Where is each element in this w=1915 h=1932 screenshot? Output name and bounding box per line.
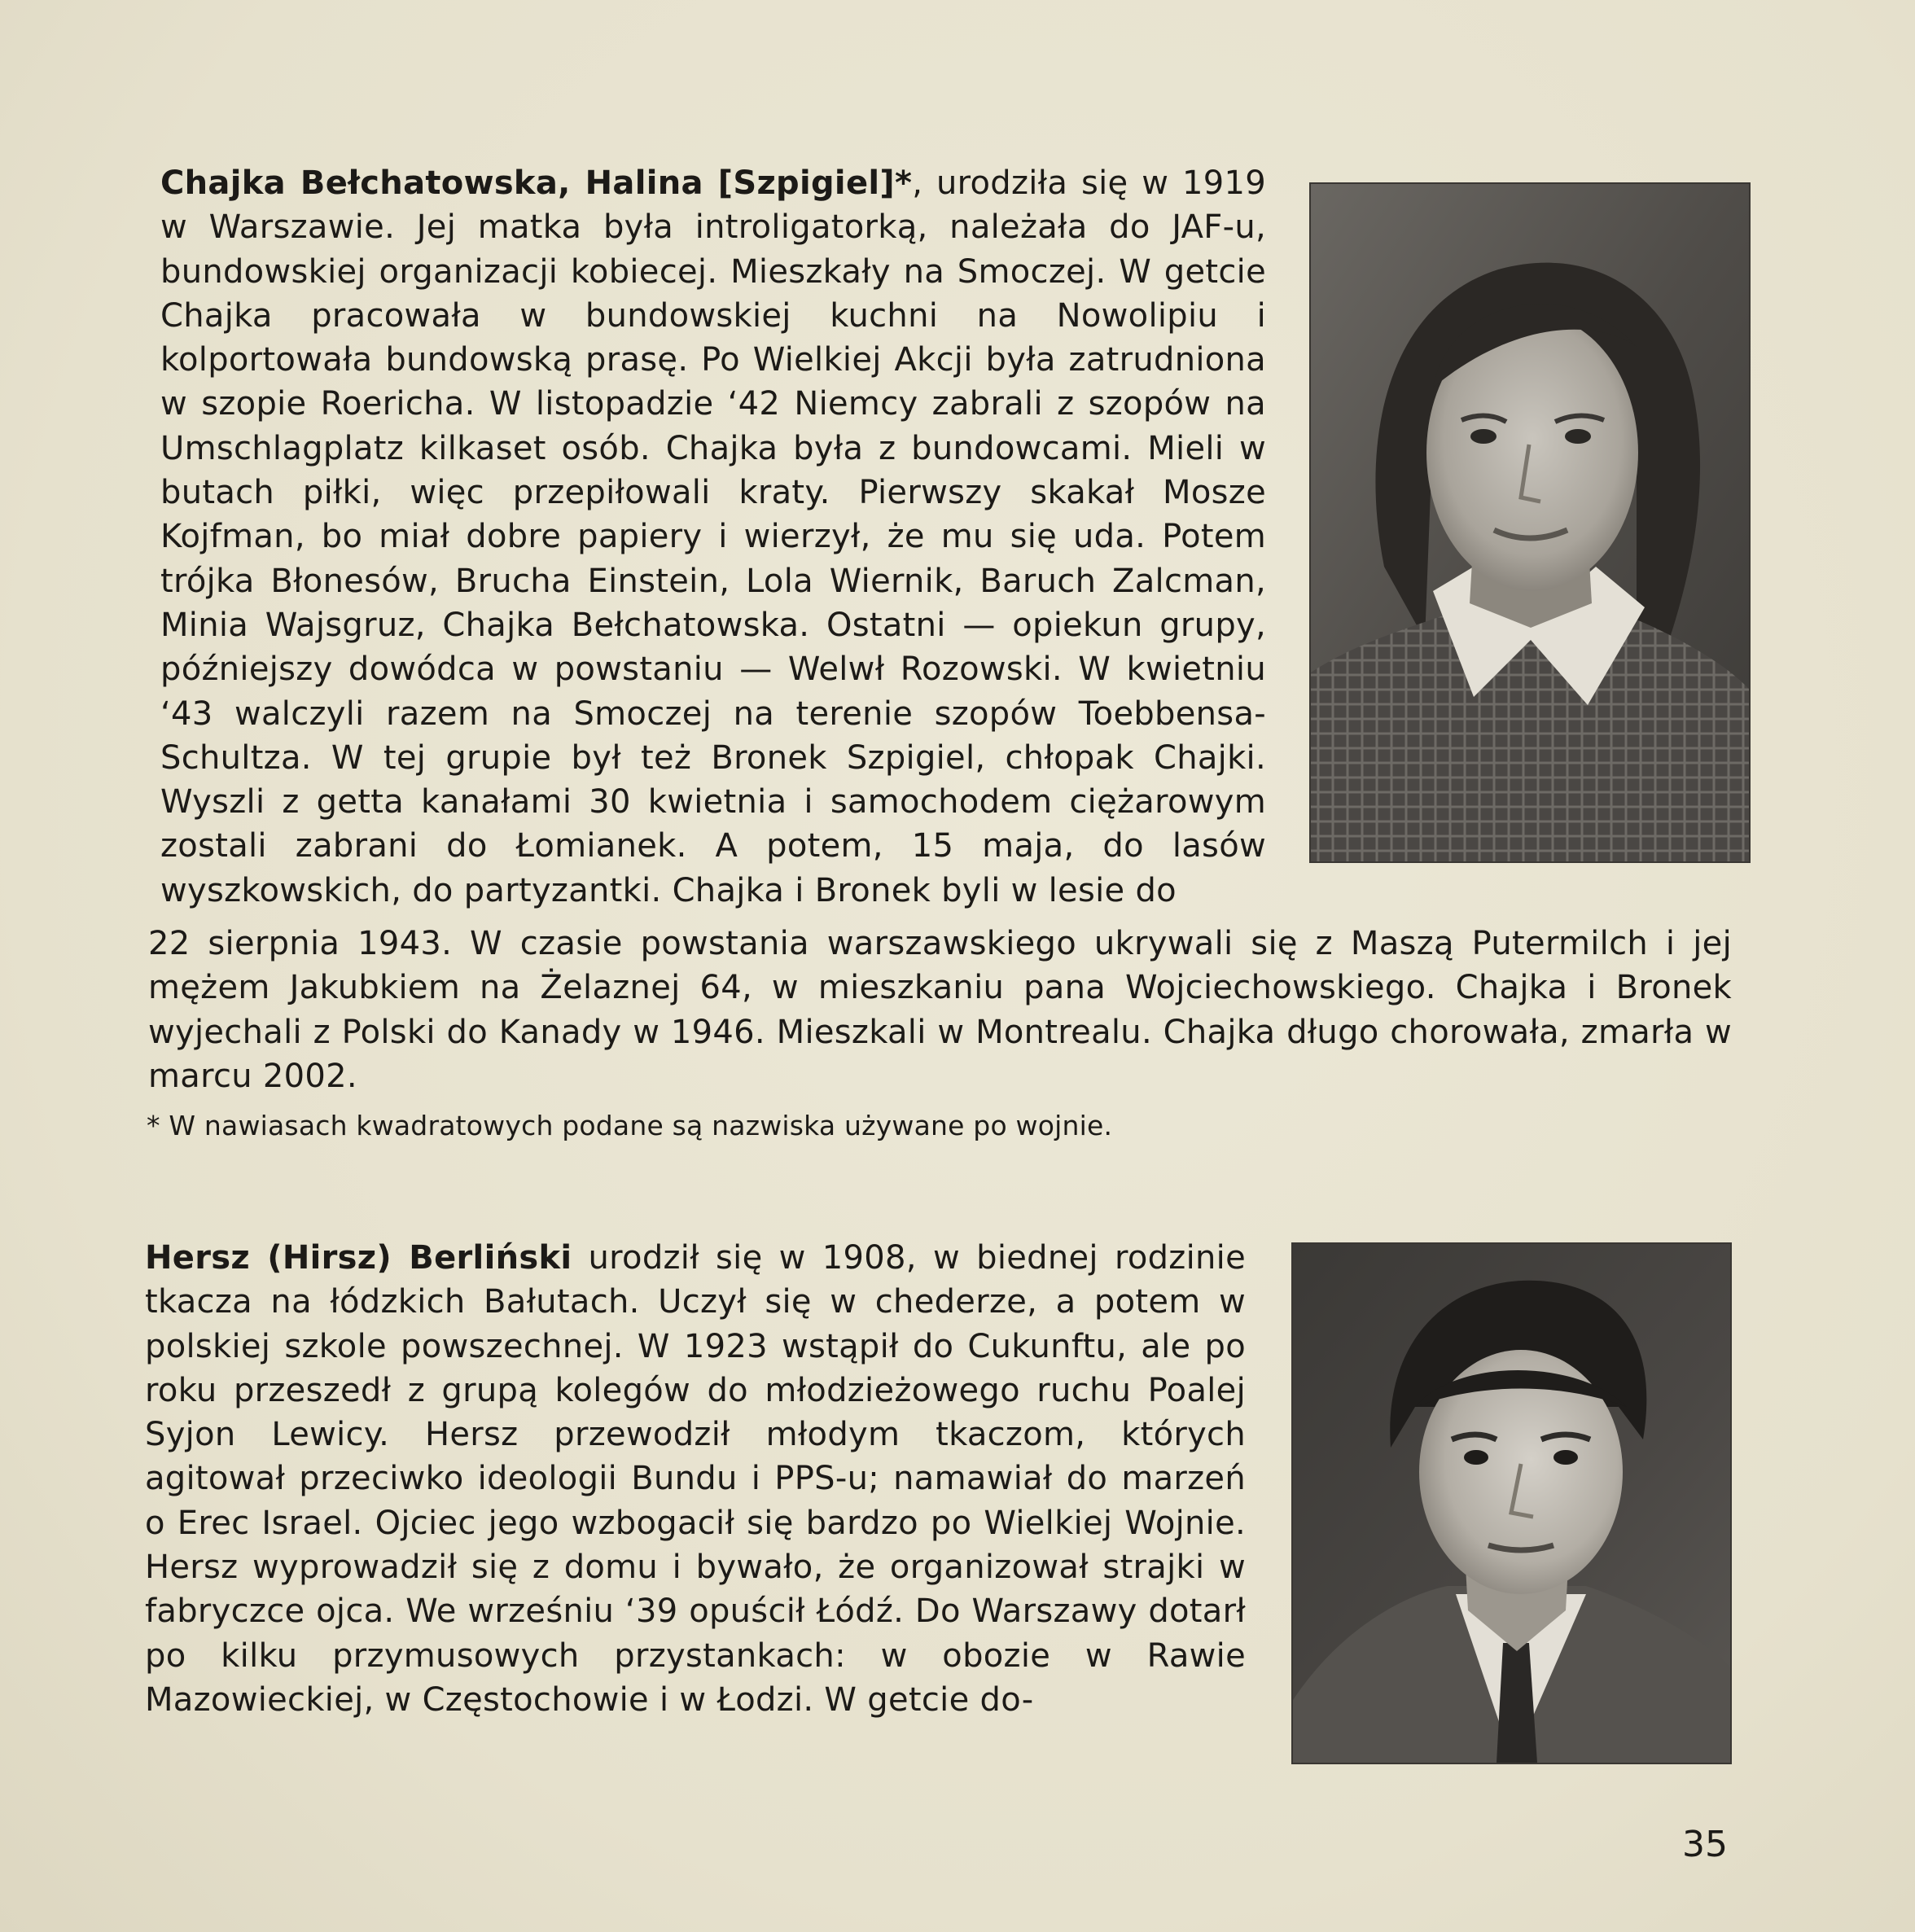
portrait-photo-man [1293,1244,1730,1763]
portrait-photo-woman [1311,184,1749,861]
entry-chajka-text [160,161,1266,913]
page-number: 35 [1682,1824,1728,1865]
entry-chajka-text-continued: 22 sierpnia 1943. W czasie powstania warszawskiego ukrywali się z Maszą Putermilch i jej mężem Jakubkiem na Żelaznej 64, w mieszkaniu pana Wojciechowskiego. Chajka i Bronek wyjechali z Polski do Kanady w 1946. Mieszkali w Montrealu. Chajka długo chorowała, zmarła w marcu 2002. [148,925,1732,1095]
entry-chajka-body: , urodziła się w 1919 w Warszawie. Jej matka była introligatorką, należała do JAF-u, bundowskiej organizacji kobiecej. Mieszkały na Smoczej. W getcie Chajka pracowała w bundowskiej kuchni na Nowolipiu i kolportowała bundowską prasę. Po Wielkiej Akcji była zatrudniona w szopie Roericha. W listopadzie ‘42 Niemcy zabrali z szopów na Umschlagplatz kilkaset osób. Chajka była z bundowcami. Mieli w butach piłki, więc przepiłowali kraty. Pierwszy skakał Mosze Kojfman, bo miał dobre papiery i wierzył, że mu się uda. Potem trójka Błonesów, Brucha Einstein, Lola Wiernik, Baruch Zalcman, Minia Wajsgruz, Chajka Bełchatowska. Ostatni — opiekun grupy, późniejszy dowódca w powstaniu — Welwł Rozowski. W kwietniu ‘43 walczyli razem na Smoczej na terenie szopów Toebbensa-Schultza. W tej grupie był też Bronek Szpigiel, chłopak Chajki. Wyszli z getta kanałami 30 kwietnia i samochodem ciężarowym zostali zabrani do Łomianek. A potem, 15 maja, do lasów wyszkowskich, do partyzantki. Chajka i Bronek byli w lesie do [160,164,1267,909]
entry-hersz-name: Hersz (Hirsz) Berliński [145,1239,572,1277]
entry-hersz-body: urodził się w 1908, w biednej rodzinie tkacza na łódzkich Bałutach. Uczył się w chederze, a potem w polskiej szkole powszechnej. W 1923 wstąpił do Cukunftu, ale po roku przeszedł z grupą kolegów do młodzieżowego ruchu Poalej Syjon Lewicy. Hersz przewodził młodym tkaczom, których agitował przeciwko ideologii Bundu i PPS-u; namawiał do marzeń o Erec Israel. Ojciec jego wzbogacił się bardzo po Wielkiej Wojnie. Hersz wyprowadził się z domu i bywało, że organizował strajki w fabryczce ojca. We wrześniu ‘39 opuścił Łódź. Do Warszawy dotarł po kilku przymusowych przystankach: w obozie w Rawie Mazowieckiej, w Częstochowie i w Łodzi. W getcie do- [145,1239,1246,1719]
footnote: * W nawiasach kwadratowych podane są nazwiska używane po wojnie. [147,1110,1113,1141]
entry-chajka-name: Chajka Bełchatowska, Halina [Szpigiel]* [160,164,913,202]
entry-hersz-text [145,1236,1246,1722]
